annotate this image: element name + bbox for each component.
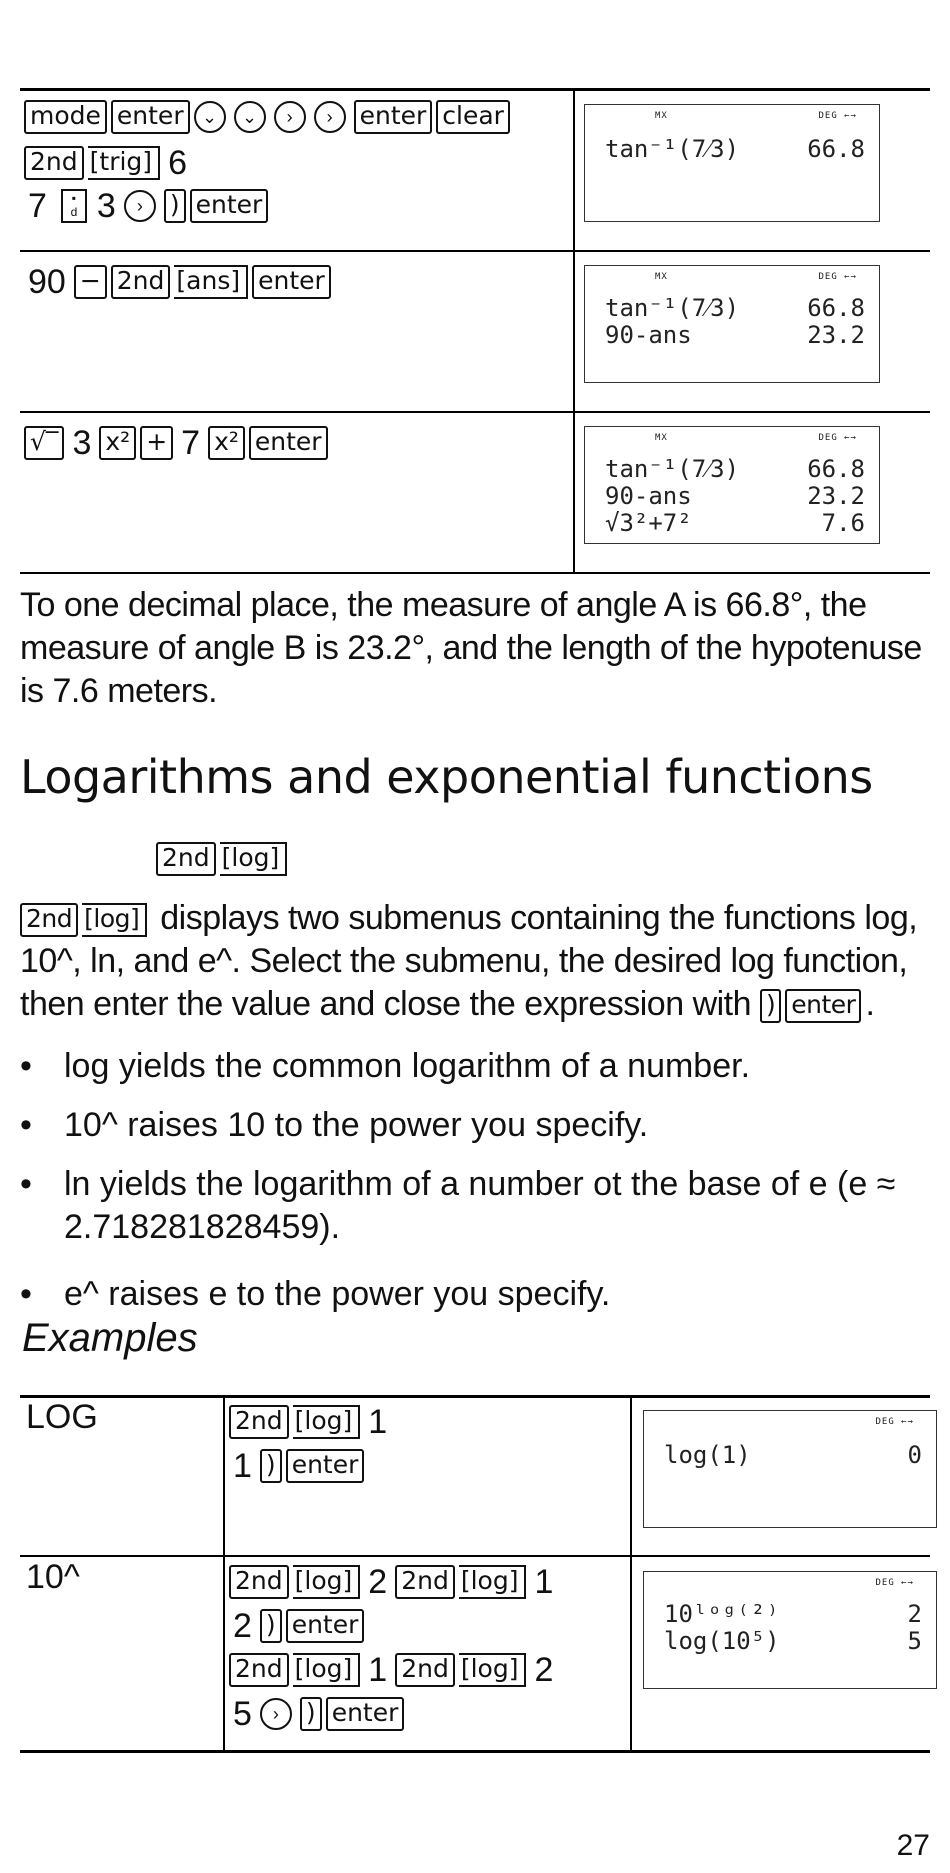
section-keystrokes	[156, 842, 291, 876]
fraction-key-icon: ▪ d	[61, 189, 87, 223]
key-2nd-icon: 2nd	[229, 1653, 289, 1687]
table1-bottom-rule	[20, 572, 930, 574]
key-2nd-icon: 2nd	[229, 1565, 289, 1599]
key-2nd-icon: 2nd	[395, 1653, 455, 1687]
keystroke-digit: 1	[368, 1651, 388, 1689]
arrow-key-icon: ⌄	[234, 101, 266, 133]
keystroke-digit: 2	[233, 1607, 252, 1645]
keystroke-line	[229, 1446, 368, 1486]
screen-line	[664, 1600, 922, 1628]
key-2nd-icon: 2nd	[20, 903, 78, 937]
screen-result: 66.8	[807, 455, 865, 483]
keystroke-line	[24, 186, 272, 226]
screen-expression: tan⁻¹(7⁄3)	[605, 455, 740, 483]
key-enter-icon: enter	[249, 426, 328, 460]
screen-result: 2	[907, 1600, 922, 1628]
screen-indicator: MX	[655, 111, 668, 121]
key-enter-icon: enter	[785, 989, 861, 1023]
screen-expression: 10ˡᵒᵍ⁽²⁾	[664, 1600, 780, 1628]
screen-line	[664, 1441, 922, 1469]
screen-result: 66.8	[807, 294, 865, 322]
key-enter-icon: enter	[190, 189, 269, 223]
keystroke-line	[229, 1650, 561, 1690]
bullet-dot: •	[20, 1106, 32, 1144]
key--icon: )	[164, 189, 186, 223]
keystroke-digit: 1	[233, 1447, 252, 1485]
screen-indicator: MX	[655, 272, 668, 282]
second-function-log-icon: [ log ]	[459, 1565, 527, 1599]
table1-column-divider	[573, 88, 575, 574]
table2-column-divider	[223, 1395, 225, 1752]
table1-row-divider	[20, 250, 930, 252]
second-function-log-icon: [ log ]	[293, 1405, 361, 1439]
description-keys	[20, 899, 151, 937]
arrow-key-icon: ›	[274, 101, 306, 133]
keystroke-digit: 2	[368, 1563, 388, 1601]
table2-row-divider	[20, 1555, 930, 1557]
calculator-screen	[643, 1571, 937, 1689]
bullet-text: log yields the common logarithm of a number.	[64, 1047, 751, 1085]
key-x-icon: x²	[99, 426, 136, 460]
screen-line	[605, 321, 865, 349]
section-title: Logarithms and exponential functions	[20, 750, 873, 804]
keystroke-digit: 6	[168, 144, 187, 182]
keystroke-digit: 3	[72, 424, 92, 462]
key-2nd-icon: 2nd	[395, 1565, 455, 1599]
keystroke-digit: 7	[181, 424, 201, 462]
keystroke-line	[229, 1562, 561, 1602]
screen-line	[605, 455, 865, 484]
calculator-screen	[584, 426, 880, 544]
keystroke-digit: 2	[534, 1651, 554, 1689]
second-function-ans-icon: [ ans ]	[174, 265, 248, 299]
arrow-key-icon: ›	[260, 1698, 292, 1730]
key--icon: )	[260, 1449, 282, 1483]
key-2nd-icon: 2nd	[24, 146, 84, 180]
key--icon: )	[760, 989, 781, 1023]
key-2nd-icon: 2nd	[156, 842, 216, 876]
keystroke-digit: 7	[28, 187, 47, 225]
keystroke-line	[24, 423, 332, 463]
screen-line	[605, 294, 865, 323]
screen-result: 23.2	[807, 321, 865, 349]
screen-expression: 90-ans	[605, 482, 692, 510]
calculator-screen	[643, 1410, 937, 1528]
second-function-log-icon: [ log ]	[459, 1653, 527, 1687]
bullet-dot: •	[20, 1275, 32, 1313]
key--icon: +	[140, 426, 173, 460]
keystroke-digit: 5	[233, 1695, 252, 1733]
screen-line	[605, 482, 865, 510]
key-enter-icon: enter	[111, 100, 190, 134]
keystroke-line	[24, 143, 195, 183]
screen-expression: log(10⁵)	[664, 1627, 780, 1655]
screen-result: 66.8	[807, 135, 865, 163]
bullet-dot: •	[20, 1165, 32, 1203]
second-function-trig-icon: [ trig ]	[88, 146, 160, 180]
table2-top-rule	[20, 1395, 930, 1398]
keystroke-line	[229, 1606, 368, 1646]
summary-paragraph: To one decimal place, the measure of angle A is 66.8°, the measure of angle B is 23.2°, and the length of the hypotenuse is 7.6 meters.	[20, 586, 922, 710]
bullet-dot: •	[20, 1047, 32, 1085]
arrow-key-icon: ⌄	[194, 101, 226, 133]
key--icon: √‾	[24, 426, 64, 460]
examples-heading: Examples	[22, 1316, 198, 1360]
keystroke-digit: 1	[534, 1563, 554, 1601]
screen-expression: √3²+7²	[605, 509, 692, 537]
key--icon: )	[260, 1609, 282, 1643]
screen-indicator: DEG ←→	[818, 272, 857, 282]
keystroke-line	[24, 262, 335, 302]
keystroke-digit: 90	[28, 263, 66, 301]
screen-indicator: MX	[655, 433, 668, 443]
key-clear-icon: clear	[436, 100, 510, 134]
second-function-log-icon: [ log ]	[220, 842, 288, 876]
key-enter-icon: enter	[286, 1449, 365, 1483]
key-2nd-icon: 2nd	[229, 1405, 289, 1439]
screen-result: 7.6	[821, 509, 865, 537]
table1-top-rule	[20, 88, 930, 91]
screen-line	[664, 1627, 922, 1655]
table1-row-divider	[20, 411, 930, 413]
arrow-key-icon: ›	[124, 190, 156, 222]
bullet-text: ln yields the logarithm of a number ot the base of e (e ≈ 2.718281828459).	[64, 1165, 896, 1246]
key-x-icon: x²	[208, 426, 245, 460]
screen-indicator: DEG ←→	[818, 433, 857, 443]
screen-result: 5	[907, 1627, 922, 1655]
second-function-log-icon: [ log ]	[82, 903, 147, 937]
screen-line	[605, 509, 865, 537]
screen-expression: 90-ans	[605, 321, 692, 349]
bullet-text: e^ raises e to the power you specify.	[64, 1275, 611, 1313]
keystroke-digit: 1	[368, 1403, 388, 1441]
screen-indicator: DEG ←→	[818, 111, 857, 121]
arrow-key-icon: ›	[314, 101, 346, 133]
screen-result: 23.2	[807, 482, 865, 510]
keystroke-line	[229, 1402, 395, 1442]
second-function-log-icon: [ log ]	[293, 1565, 361, 1599]
page-number: 27	[896, 1829, 930, 1862]
table2-column-divider	[630, 1395, 632, 1752]
description-end-keys	[760, 985, 865, 1023]
screen-result: 0	[907, 1441, 922, 1469]
key-enter-icon: enter	[354, 100, 433, 134]
bullet-text: 10^ raises 10 to the power you specify.	[64, 1106, 649, 1144]
key--icon: −	[74, 265, 107, 299]
example-label-log: LOG	[26, 1398, 98, 1436]
screen-expression: log(1)	[664, 1441, 751, 1469]
second-function-log-icon: [ log ]	[293, 1653, 361, 1687]
keystroke-line	[24, 100, 514, 134]
example-label-10pow: 10^	[26, 1558, 80, 1596]
key-enter-icon: enter	[252, 265, 331, 299]
description-paragraph: 2nd[ log ] displays two submenus containing the functions log, 10^, ln, and e^. Select the submenu, the desired log function, then enter the value and close the expression with ) enter .	[20, 897, 930, 1026]
screen-expression: tan⁻¹(7⁄3)	[605, 135, 740, 163]
key--icon: )	[300, 1697, 322, 1731]
description-text: displays two submenus containing the functions log, 10^, ln, and e^. Select the submenu, the desired log function, then enter the value and close the expression with	[20, 899, 918, 1023]
table2-bottom-rule	[20, 1750, 930, 1753]
key-mode-icon: mode	[24, 100, 107, 134]
key-enter-icon: enter	[286, 1609, 365, 1643]
calculator-screen	[584, 265, 880, 383]
screen-indicator: DEG ←→	[875, 1417, 914, 1427]
screen-expression: tan⁻¹(7⁄3)	[605, 294, 740, 322]
calculator-screen	[584, 104, 880, 222]
screen-line	[605, 135, 865, 164]
screen-indicator: DEG ←→	[875, 1578, 914, 1588]
keystroke-line	[229, 1694, 408, 1734]
key-enter-icon: enter	[326, 1697, 405, 1731]
key-2nd-icon: 2nd	[111, 265, 171, 299]
keystroke-digit: 3	[96, 187, 116, 225]
